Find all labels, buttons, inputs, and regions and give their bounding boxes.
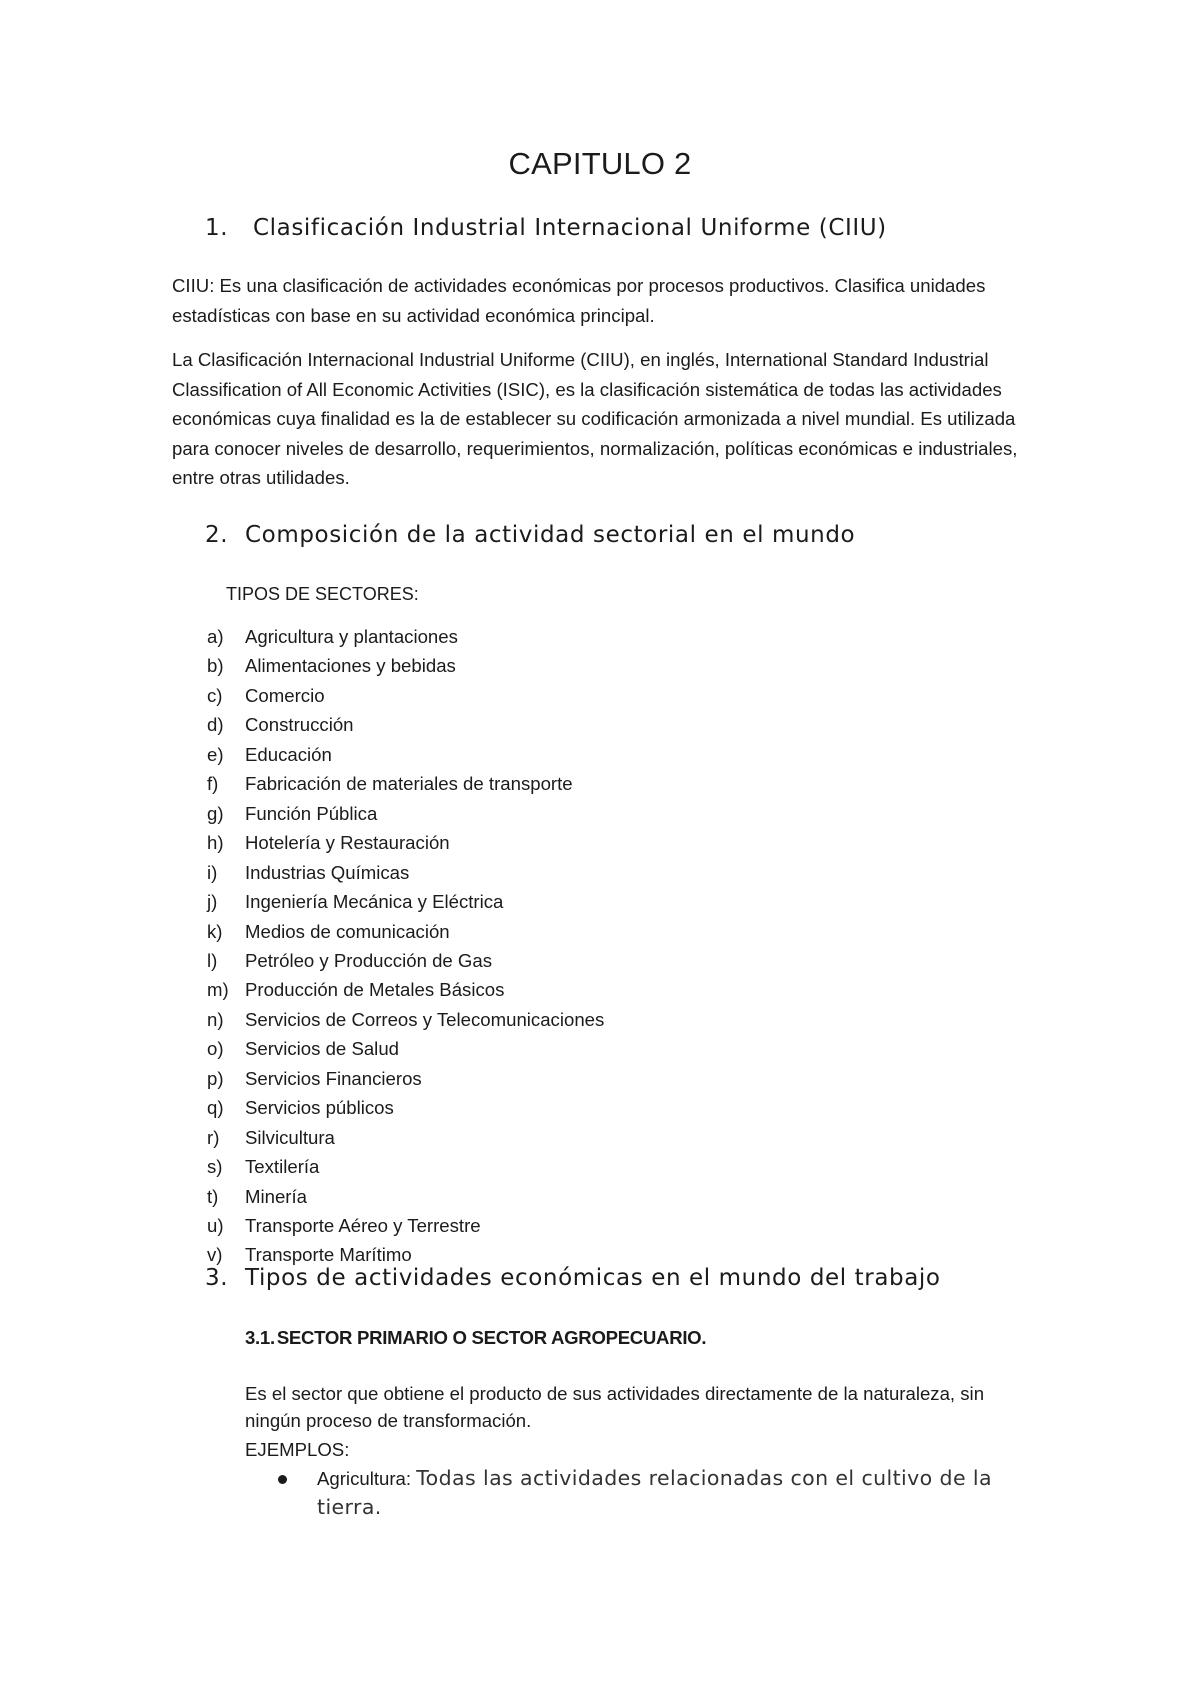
- sector-name: Transporte Marítimo: [245, 1244, 412, 1266]
- sector-name: Fabricación de materiales de transporte: [245, 773, 573, 795]
- examples-label: EJEMPLOS:: [245, 1439, 350, 1460]
- list-marker: u): [207, 1215, 224, 1236]
- sector-name: Agricultura y plantaciones: [245, 626, 458, 647]
- sector-name: Silvicultura: [245, 1126, 335, 1148]
- ciiu-paragraph: La Clasificación Internacional Industrial Uniforme (CIIU), en inglés, International Standard Industrial Classification of All Economic Activities (ISIC), es la clasificación sistemática de todas las actividades económicas cuya finalidad es la de establecer su codificación armonizada a nivel mundial. Es utilizada para conocer niveles de desarrollo, requerimientos, normalización, políticas económicas e industriales, entre otras utilidades.: [172, 349, 1018, 488]
- sector-description: Es el sector que obtiene el producto de sus actividades directamente de la naturaleza, sin ningún proceso de transformación.: [245, 1383, 985, 1431]
- sector-name: Educación: [245, 743, 332, 765]
- sector-name: Servicios públicos: [245, 1097, 394, 1119]
- sector-name: Construcción: [245, 714, 354, 736]
- list-marker: v): [207, 1244, 223, 1266]
- list-marker: h): [207, 832, 224, 854]
- section-title: Clasificación Industrial Internacional Uniforme (CIIU): [253, 215, 887, 241]
- sector-types-label: TIPOS DE SECTORES:: [226, 584, 419, 604]
- sector-name: Minería: [245, 1185, 308, 1207]
- list-marker: o): [207, 1038, 224, 1060]
- sector-name: Alimentaciones y bebidas: [245, 655, 456, 677]
- subsection-title: SECTOR PRIMARIO O SECTOR AGROPECUARIO.: [276, 1327, 707, 1348]
- sector-name: Ingeniería Mecánica y Eléctrica: [245, 891, 504, 913]
- section-number: 3.: [205, 1265, 229, 1291]
- section-number: 2.: [205, 522, 229, 548]
- section-heading-3: [205, 1262, 941, 1294]
- example-definition: Todas las actividades relacionadas con el cultivo de la tierra.: [317, 1466, 992, 1519]
- sector-name: Servicios de Salud: [245, 1038, 399, 1060]
- sector-name: Petróleo y Producción de Gas: [245, 949, 493, 971]
- sector-name: Hotelería y Restauración: [245, 832, 450, 854]
- list-marker: g): [207, 802, 224, 824]
- list-marker: a): [207, 626, 224, 647]
- section-number: 1.: [205, 215, 229, 241]
- list-marker: i): [207, 861, 218, 883]
- list-marker: p): [207, 1067, 224, 1089]
- list-marker: c): [207, 684, 223, 706]
- sector-name: Comercio: [245, 684, 325, 706]
- list-marker: l): [207, 949, 218, 971]
- sector-name: Industrias Químicas: [245, 861, 410, 883]
- ciiu-definition: CIIU: Es una clasificación de actividades económicas por procesos productivos. Clasifica unidades estadísticas con base en su actividad económica principal.: [172, 275, 986, 326]
- example-text: [317, 1464, 1037, 1522]
- list-marker: m): [207, 979, 229, 1001]
- section-heading-1: [205, 212, 887, 244]
- list-marker: n): [207, 1008, 224, 1030]
- sector-name: Producción de Metales Básicos: [245, 979, 505, 1001]
- chapter-title: CAPITULO 2: [508, 146, 692, 181]
- sector-name: Medios de comunicación: [245, 920, 450, 942]
- sector-name: Servicios Financieros: [245, 1067, 422, 1089]
- section-title: Composición de la actividad sectorial en el mundo: [245, 522, 856, 548]
- list-marker: e): [207, 743, 224, 765]
- list-marker: b): [207, 655, 224, 677]
- bullet-icon: [278, 1475, 287, 1484]
- list-marker: k): [207, 920, 223, 942]
- sector-name: Servicios de Correos y Telecomunicaciones: [245, 1008, 605, 1030]
- list-marker: f): [207, 773, 219, 795]
- list-marker: t): [207, 1185, 219, 1207]
- section-title: Tipos de actividades económicas en el mundo del trabajo: [245, 1265, 941, 1291]
- list-marker: d): [207, 714, 224, 736]
- sector-name: Transporte Aéreo y Terrestre: [245, 1215, 481, 1236]
- subsection-number: 3.1.: [245, 1327, 275, 1348]
- sector-name: Textilería: [245, 1156, 320, 1178]
- list-marker: q): [207, 1097, 224, 1119]
- section-heading-2: [205, 519, 855, 551]
- example-term: Agricultura:: [317, 1468, 412, 1489]
- list-marker: j): [207, 891, 218, 913]
- list-marker: r): [207, 1126, 220, 1148]
- list-marker: s): [207, 1156, 223, 1178]
- subsection-heading: [245, 1324, 706, 1352]
- sector-name: Función Pública: [245, 802, 378, 824]
